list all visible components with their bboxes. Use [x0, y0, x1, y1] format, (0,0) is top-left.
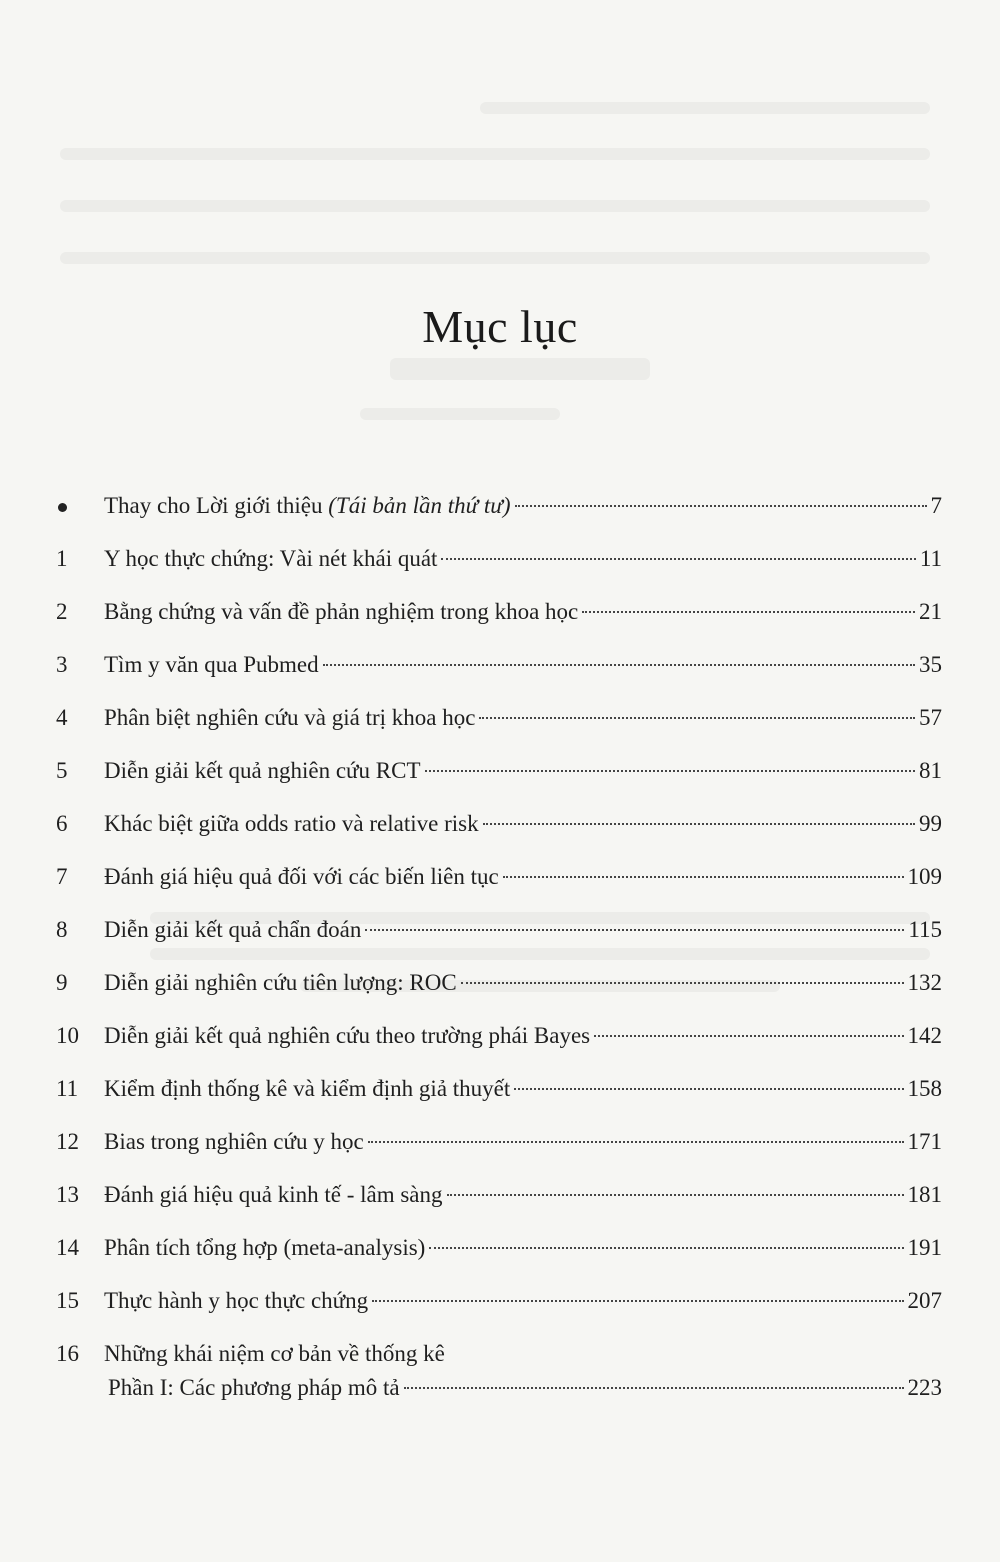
toc-entry-title: Bias trong nghiên cứu y học — [104, 1129, 364, 1154]
toc-entry-title: Tìm y văn qua Pubmed — [104, 652, 319, 677]
toc-entry — [0, 1178, 1000, 1212]
toc-chapter-number: 7 — [56, 864, 68, 889]
dot-leader — [483, 823, 915, 825]
dot-leader — [429, 1247, 903, 1249]
dot-leader — [365, 929, 904, 931]
toc-entry-title: Phân biệt nghiên cứu và giá trị khoa học — [104, 705, 476, 730]
toc-entry — [0, 860, 1000, 894]
toc-entry — [0, 595, 1000, 629]
toc-entry-title: Diễn giải kết quả nghiên cứu RCT — [104, 758, 421, 783]
toc-page-number: 207 — [907, 1288, 942, 1313]
toc-entry-title: Đánh giá hiệu quả đối với các biến liên tục — [104, 864, 499, 889]
toc-chapter-number: 3 — [56, 652, 68, 677]
toc-entry — [0, 807, 1000, 841]
toc-page-number: 7 — [930, 493, 942, 518]
toc-entry-title: Phân tích tổng hợp (meta-analysis) — [104, 1235, 426, 1260]
toc-chapter-number: 2 — [56, 599, 68, 624]
dot-leader — [514, 1088, 903, 1090]
toc-entry — [0, 1231, 1000, 1265]
toc-chapter-number: 6 — [56, 811, 68, 836]
dot-leader — [404, 1387, 904, 1389]
toc-chapter-number: 9 — [56, 970, 68, 995]
toc-page-number: 171 — [907, 1129, 942, 1154]
dot-leader — [594, 1035, 903, 1037]
toc-entry-title: Khác biệt giữa odds ratio và relative risk — [104, 811, 479, 836]
toc-entry — [0, 648, 1000, 682]
dot-leader — [461, 982, 904, 984]
toc-chapter-number: 5 — [56, 758, 68, 783]
toc-chapter-number: 15 — [56, 1288, 79, 1313]
toc-page-number: 181 — [907, 1182, 942, 1207]
toc-chapter-number: 10 — [56, 1023, 79, 1048]
toc-entry — [0, 1072, 1000, 1106]
toc-page-number: 21 — [919, 599, 942, 624]
toc-entry — [0, 966, 1000, 1000]
toc-chapter-number: 8 — [56, 917, 68, 942]
toc-subentry-title: Phần I: Các phương pháp mô tả — [108, 1375, 400, 1400]
toc-page-number: 35 — [919, 652, 942, 677]
toc-page-number: 142 — [907, 1023, 942, 1048]
dot-leader — [503, 876, 904, 878]
toc-entry — [0, 913, 1000, 947]
toc-chapter-number: 14 — [56, 1235, 79, 1260]
dot-leader — [582, 611, 915, 613]
dot-leader — [368, 1141, 904, 1143]
toc-entry — [0, 542, 1000, 576]
toc-chapter-number: 11 — [56, 1076, 79, 1101]
toc-page-number: 115 — [908, 917, 942, 942]
toc-page-number: 109 — [907, 864, 942, 889]
toc-entry — [0, 489, 1000, 523]
toc-page-number: 57 — [919, 705, 942, 730]
toc-entry-title: Diễn giải nghiên cứu tiên lượng: ROC — [104, 970, 457, 995]
toc-entry-title: Đánh giá hiệu quả kinh tế - lâm sàng — [104, 1182, 443, 1207]
dot-leader — [479, 717, 915, 719]
toc-chapter-number: 1 — [56, 546, 68, 571]
dot-leader — [441, 558, 915, 560]
toc-entry-title: Thực hành y học thực chứng — [104, 1288, 369, 1313]
toc-chapter-number: 12 — [56, 1129, 79, 1154]
toc-entry-title: Thay cho Lời giới thiệu (Tái bản lần thứ tư) — [104, 493, 511, 518]
toc-page-number: 158 — [907, 1076, 942, 1101]
toc-chapter-number: 4 — [56, 705, 68, 730]
dot-leader — [323, 664, 915, 666]
toc-page-number: 81 — [919, 758, 942, 783]
toc-entry — [0, 701, 1000, 735]
toc-entry-title: Kiểm định thống kê và kiểm định giả thuyết — [104, 1076, 511, 1101]
dot-leader — [515, 505, 927, 507]
toc-page-number: 132 — [907, 970, 942, 995]
toc-page-number: 11 — [919, 546, 942, 571]
bullet-icon — [58, 503, 67, 512]
toc-chapter-number: 16 — [56, 1341, 79, 1366]
dot-leader — [425, 770, 915, 772]
toc-entry-title: Diễn giải kết quả nghiên cứu theo trường phái Bayes — [104, 1023, 591, 1048]
toc-entry — [0, 754, 1000, 788]
toc-entry-title: Bằng chứng và vấn đề phản nghiệm trong khoa học — [104, 599, 579, 624]
toc-chapter-number: 13 — [56, 1182, 79, 1207]
toc-entry — [0, 1284, 1000, 1318]
dot-leader — [447, 1194, 904, 1196]
dot-leader — [372, 1300, 903, 1302]
toc-page-number: 191 — [907, 1235, 942, 1260]
toc-page-number: 223 — [907, 1375, 942, 1400]
toc-entry-title: Y học thực chứng: Vài nét khái quát — [104, 546, 438, 571]
toc-entry — [0, 1337, 1000, 1371]
toc-entry — [0, 1019, 1000, 1053]
toc-page-number: 99 — [919, 811, 942, 836]
page-title: Mục lục — [422, 301, 578, 352]
toc-entry-title: Những khái niệm cơ bản về thống kê — [104, 1341, 445, 1366]
toc-entry — [0, 1125, 1000, 1159]
toc-entry-title: Diễn giải kết quả chẩn đoán — [104, 917, 362, 942]
toc-subentry — [0, 1371, 1000, 1405]
